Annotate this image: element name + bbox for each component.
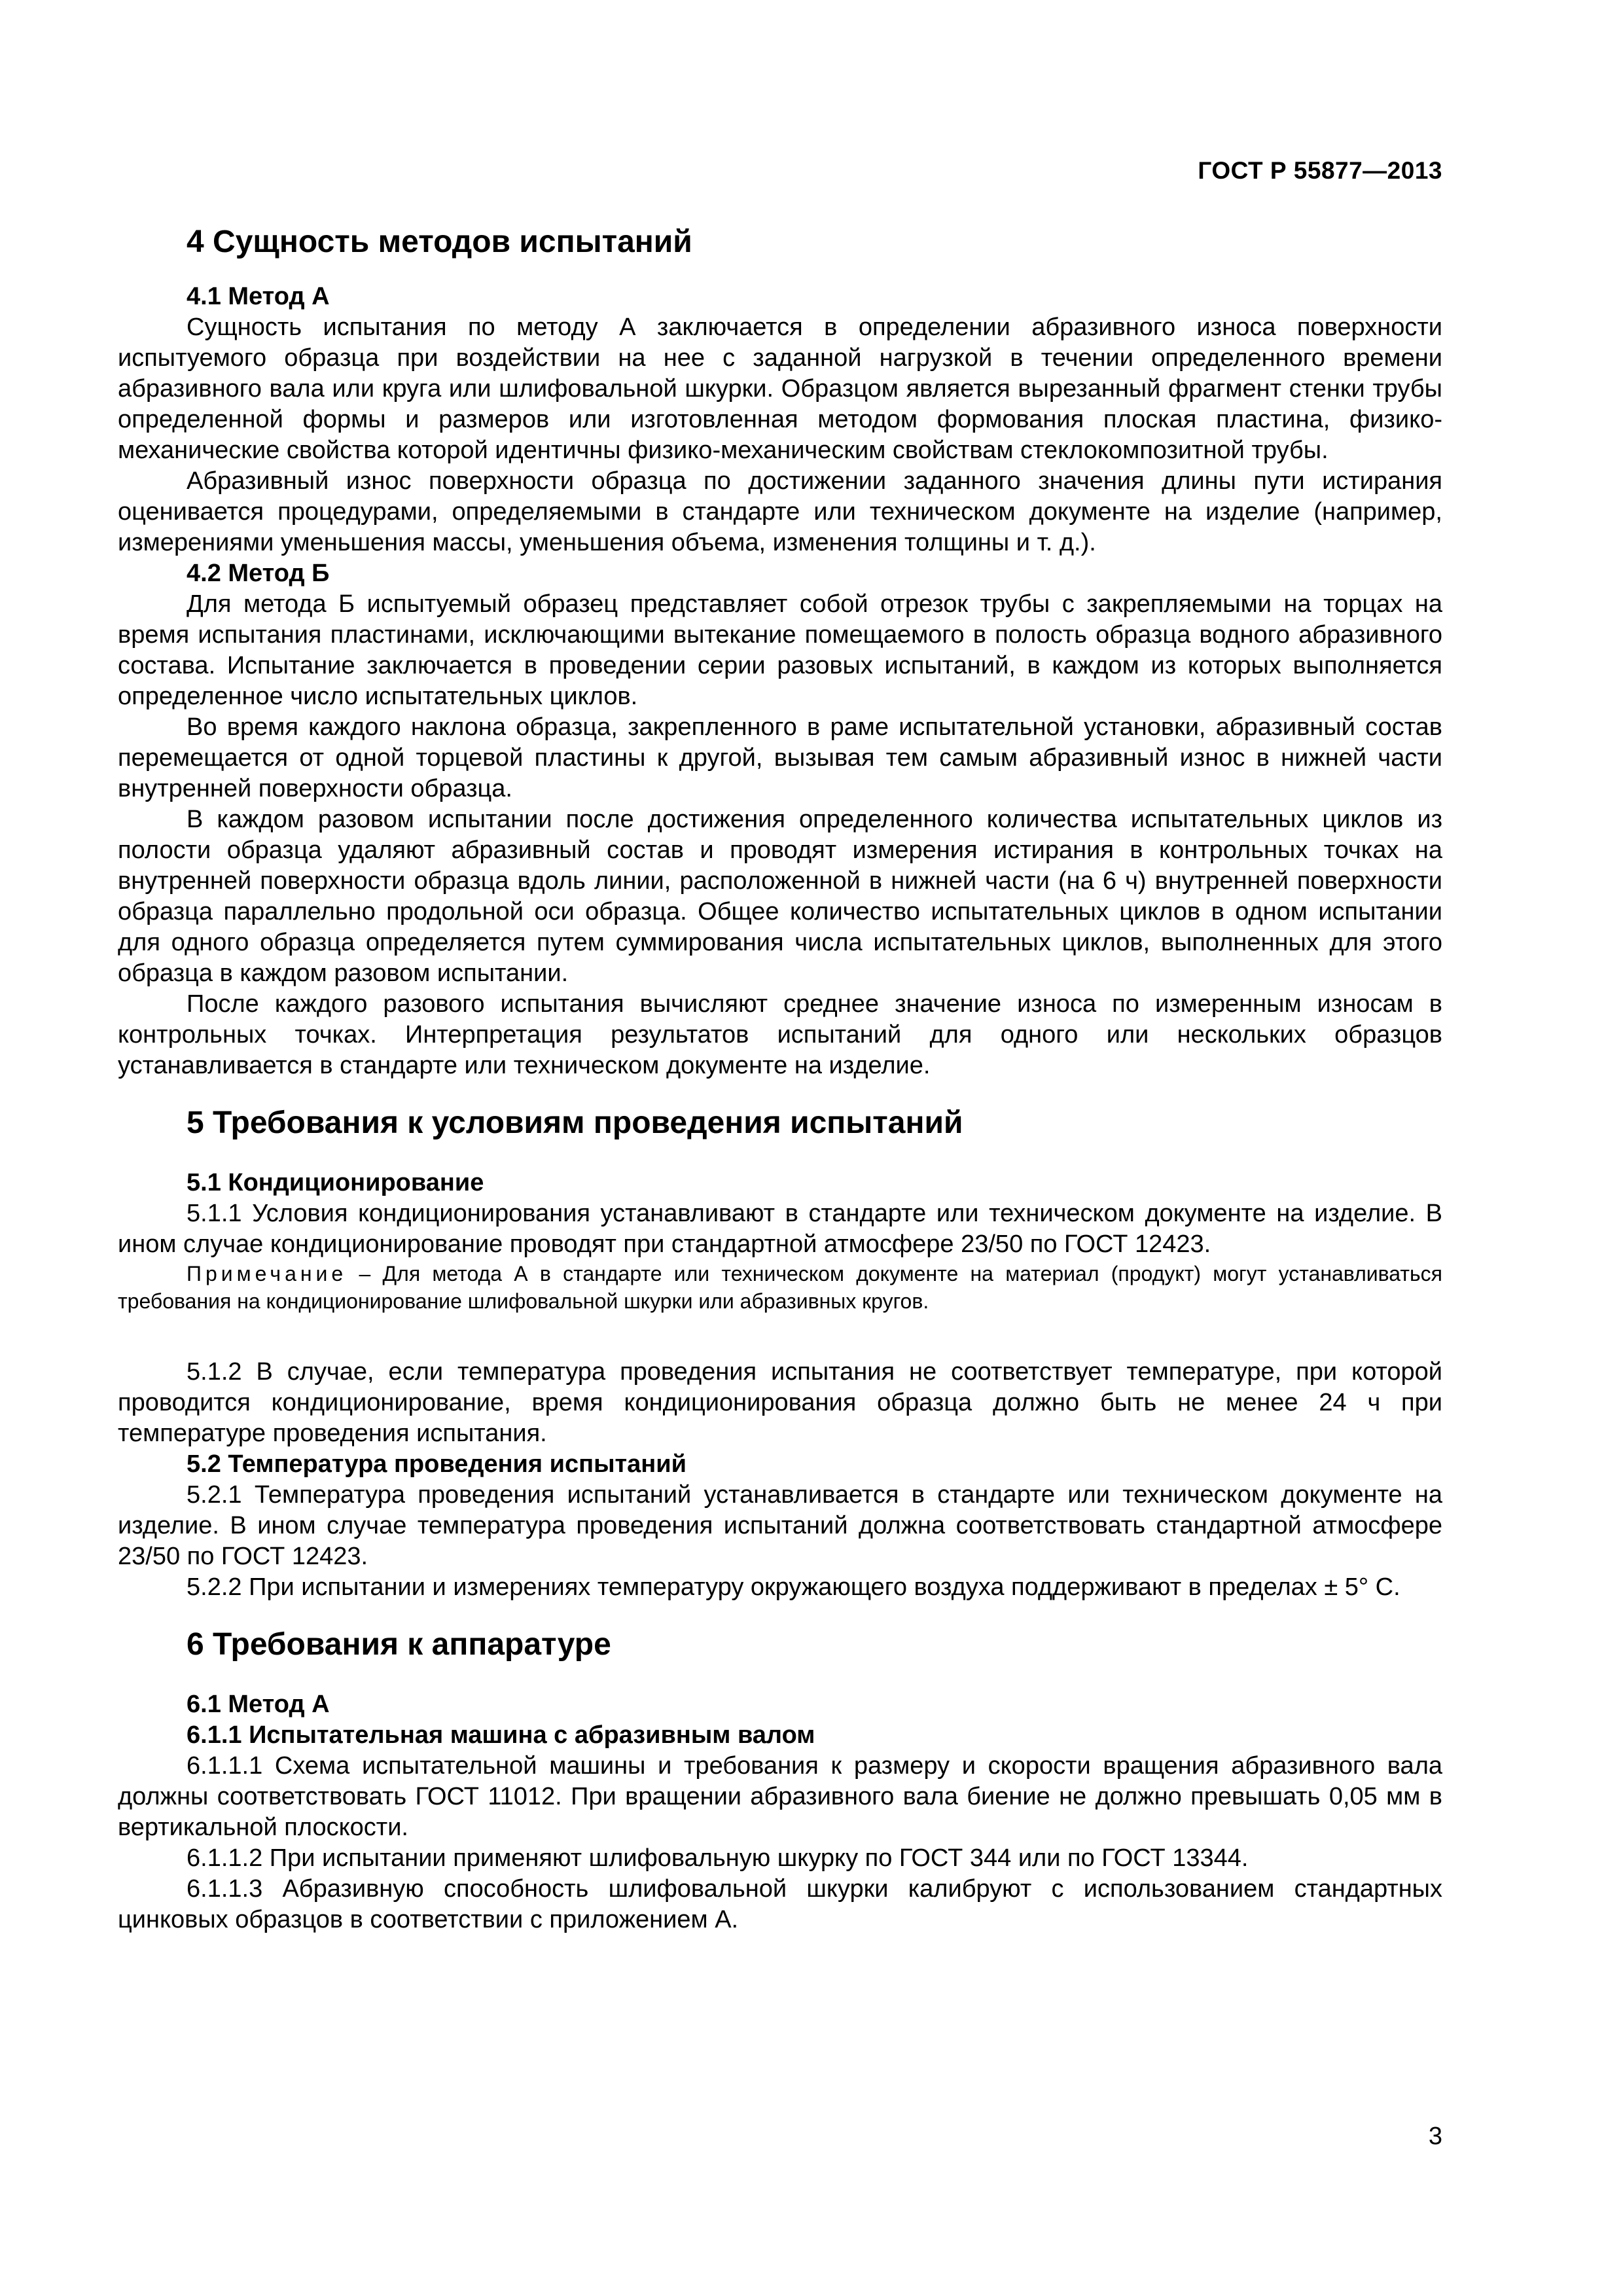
subsection-6-1-1-heading: 6.1.1 Испытательная машина с абразивным валом	[187, 1721, 815, 1749]
subsection-5-2-heading: 5.2 Температура проведения испытаний	[187, 1450, 687, 1478]
document-header: ГОСТ Р 55877—2013	[1198, 157, 1442, 184]
paragraph-4-2-1: Для метода Б испытуемый образец представляет собой отрезок трубы с закрепляемыми на торцах на время испытания пластинами, исключающими вытекание помещаемого в полость образца водного абразивного состава. Испытание заключается в проведении серии разовых испытаний, в каждом из которых выполняется определенное число испытательных циклов.	[118, 590, 1442, 710]
paragraph-5-2-1: 5.2.1 Температура проведения испытаний устанавливается в стандарте или техническом документе на изделие. В ином случае температура проведения испытаний должна соответствовать стандартной атмосфере 23/50 по ГОСТ 12423.	[118, 1481, 1442, 1570]
paragraph-4-2-3: В каждом разовом испытании после достижения определенного количества испытательных циклов из полости образца удаляют абразивный состав и проводят измерения истирания в контрольных точках на внутренней поверхности образца вдоль линии, расположенной в нижней части (на 6 ч) внутренней поверхности образца параллельно продольной оси образца. Общее количество испытательных циклов в одном испытании для одного образца определяется путем суммирования числа испытательных циклов, выполненных для этого образца в каждом разовом испытании.	[118, 806, 1442, 987]
note	[118, 1260, 1442, 1315]
subsection-4-1-heading: 4.1 Метод А	[187, 283, 330, 310]
paragraph-6-1-1-1: 6.1.1.1 Схема испытательной машины и требования к размеру и скорости вращения абразивного вала должны соответствовать ГОСТ 11012. При вращении абразивного вала биение не должно превышать 0,05 мм в вертикальной плоскости.	[118, 1752, 1442, 1841]
subsection-6-1-heading: 6.1 Метод А	[187, 1691, 330, 1718]
section-5-heading: 5 Требования к условиям проведения испытаний	[187, 1105, 963, 1140]
note-label: Примечание	[187, 1262, 348, 1285]
paragraph-4-1-2: Абразивный износ поверхности образца по достижении заданного значения длины пути истирания оценивается процедурами, определяемыми в стандарте или техническом документе на изделие (например, измерениями уменьшения массы, уменьшения объема, изменения толщины и т. д.).	[118, 467, 1442, 556]
subsection-4-2-heading: 4.2 Метод Б	[187, 560, 330, 587]
paragraph-5-1-2: 5.1.2 В случае, если температура проведения испытания не соответствует температуре, при которой проводится кондиционирование, время кондиционирования образца должно быть не менее 24 ч при температуре проведения испытания.	[118, 1358, 1442, 1447]
paragraph-4-2-2: Во время каждого наклона образца, закрепленного в раме испытательной установки, абразивный состав перемещается от одной торцевой пластины к другой, вызывая тем самым абразивный износ в нижней части внутренней поверхности образца.	[118, 713, 1442, 802]
note-text: – Для метода А в стандарте или техническом документе на материал (продукт) могут устанавливаться требования на кондиционирование шлифовальной шкурки или абразивных кругов.	[118, 1262, 1442, 1313]
paragraph-5-2-2: 5.2.2 При испытании и измерениях температуру окружающего воздуха поддерживают в пределах ± 5° С.	[187, 1573, 1400, 1601]
page-number: 3	[1428, 2123, 1442, 2150]
paragraph-4-2-4: После каждого разового испытания вычисляют среднее значение износа по измеренным износам в контрольных точках. Интерпретация результатов испытаний для одного или нескольких образцов устанавливается в стандарте или техническом документе на изделие.	[118, 990, 1442, 1079]
document-body	[118, 216, 1442, 1935]
paragraph-5-1-1: 5.1.1 Условия кондиционирования устанавливают в стандарте или техническом документе на изделие. В ином случае кондиционирование проводят при стандартной атмосфере 23/50 по ГОСТ 12423.	[118, 1200, 1442, 1258]
section-4-heading: 4 Сущность методов испытаний	[187, 224, 692, 259]
section-6-heading: 6 Требования к аппаратуре	[187, 1627, 611, 1662]
paragraph-4-1-1: Сущность испытания по методу А заключается в определении абразивного износа поверхности испытуемого образца при воздействии на нее с заданной нагрузкой в течении определенного времени абразивного вала или круга или шлифовальной шкурки. Образцом является вырезанный фрагмент стенки трубы определенной формы и размеров или изготовленная методом формования плоская пластина, физико-механические свойства которой идентичны физико-механическим свойствам стеклокомпозитной трубы.	[118, 314, 1442, 464]
paragraph-6-1-1-2: 6.1.1.2 При испытании применяют шлифовальную шкурку по ГОСТ 344 или по ГОСТ 13344.	[187, 1844, 1249, 1872]
subsection-5-1-heading: 5.1 Кондиционирование	[187, 1169, 484, 1196]
paragraph-6-1-1-3: 6.1.1.3 Абразивную способность шлифовальной шкурки калибруют с использованием стандартных цинковых образцов в соответствии с приложением А.	[118, 1875, 1442, 1933]
